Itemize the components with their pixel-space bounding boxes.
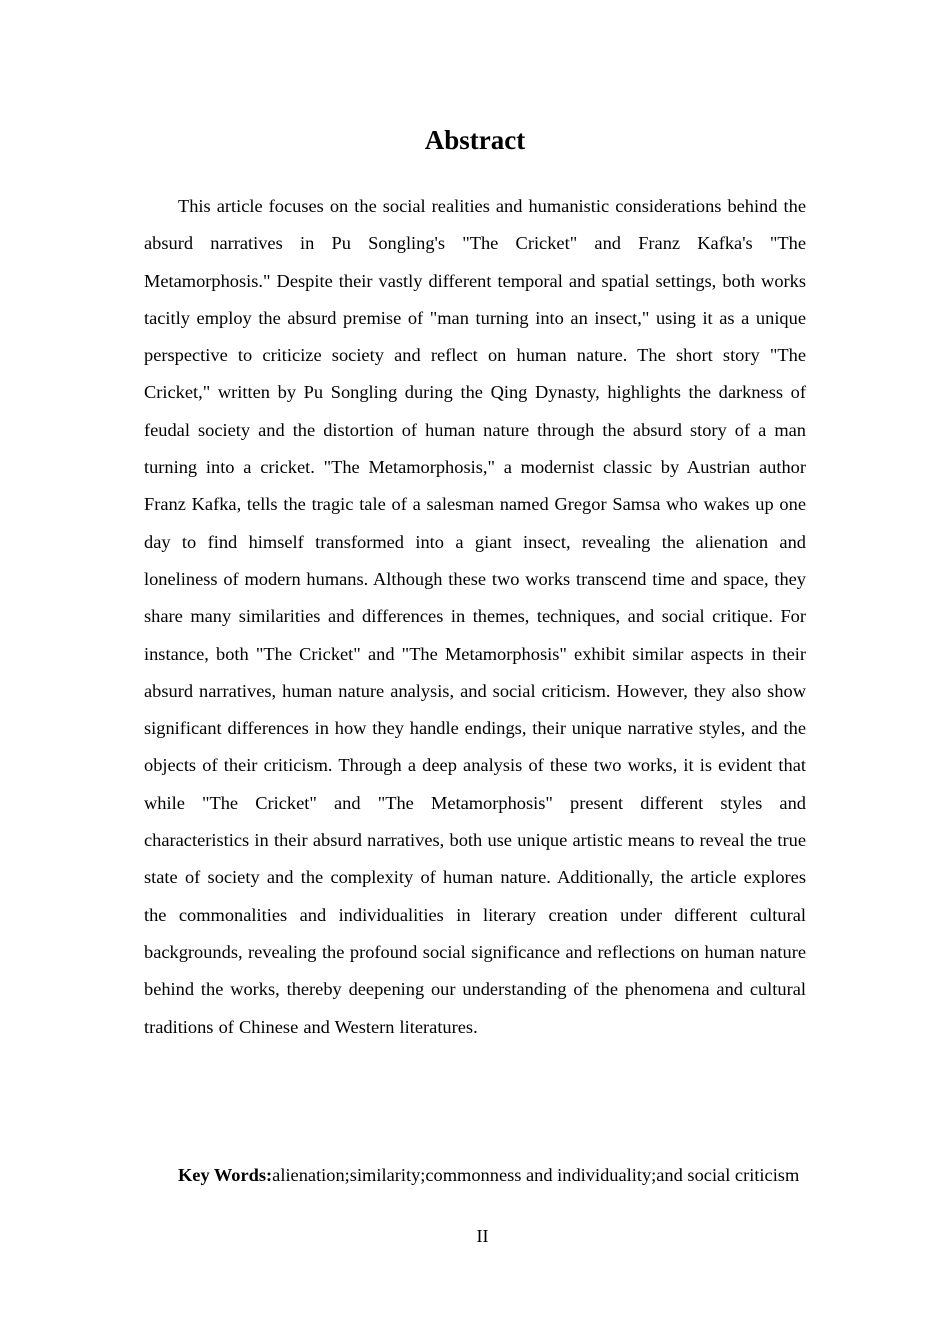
keywords-list: alienation;similarity;commonness and individuality;and social criticism — [272, 1165, 800, 1185]
keywords-paragraph — [144, 1157, 806, 1194]
abstract-body: This article focuses on the social realities and humanistic considerations behind the absurd narratives in Pu Songling's "The Cricket" and Franz Kafka's "The Metamorphosis." Despite their vastly different temporal and spatial settings, both works tacitly employ the absurd premise of "man turning into an insect," using it as a unique perspective to criticize society and reflect on human nature. The short story "The Cricket," written by Pu Songling during the Qing Dynasty, highlights the darkness of feudal society and the distortion of human nature through the absurd story of a man turning into a cricket. "The Metamorphosis," a modernist classic by Austrian author Franz Kafka, tells the tragic tale of a salesman named Gregor Samsa who wakes up one day to find himself transformed into a giant insect, revealing the alienation and loneliness of modern humans. Although these two works transcend time and space, they share many similarities and differences in themes, techniques, and social critique. For instance, both "The Cricket" and "The Metamorphosis" exhibit similar aspects in their absurd narratives, human nature analysis, and social criticism. However, they also show significant differences in how they handle endings, their unique narrative styles, and the objects of their criticism. Through a deep analysis of these two works, it is evident that while "The Cricket" and "The Metamorphosis" present different styles and characteristics in their absurd narratives, both use unique artistic means to reveal the true state of society and the complexity of human nature. Additionally, the article explores the commonalities and individualities in literary creation under different cultural backgrounds, revealing the profound social significance and reflections on human nature behind the works, thereby deepening our understanding of the phenomena and cultural traditions of Chinese and Western literatures. — [144, 196, 806, 1037]
page-number: II — [476, 1226, 489, 1246]
abstract-title: Abstract — [424, 125, 526, 155]
keywords-label: Key Words: — [178, 1165, 273, 1185]
